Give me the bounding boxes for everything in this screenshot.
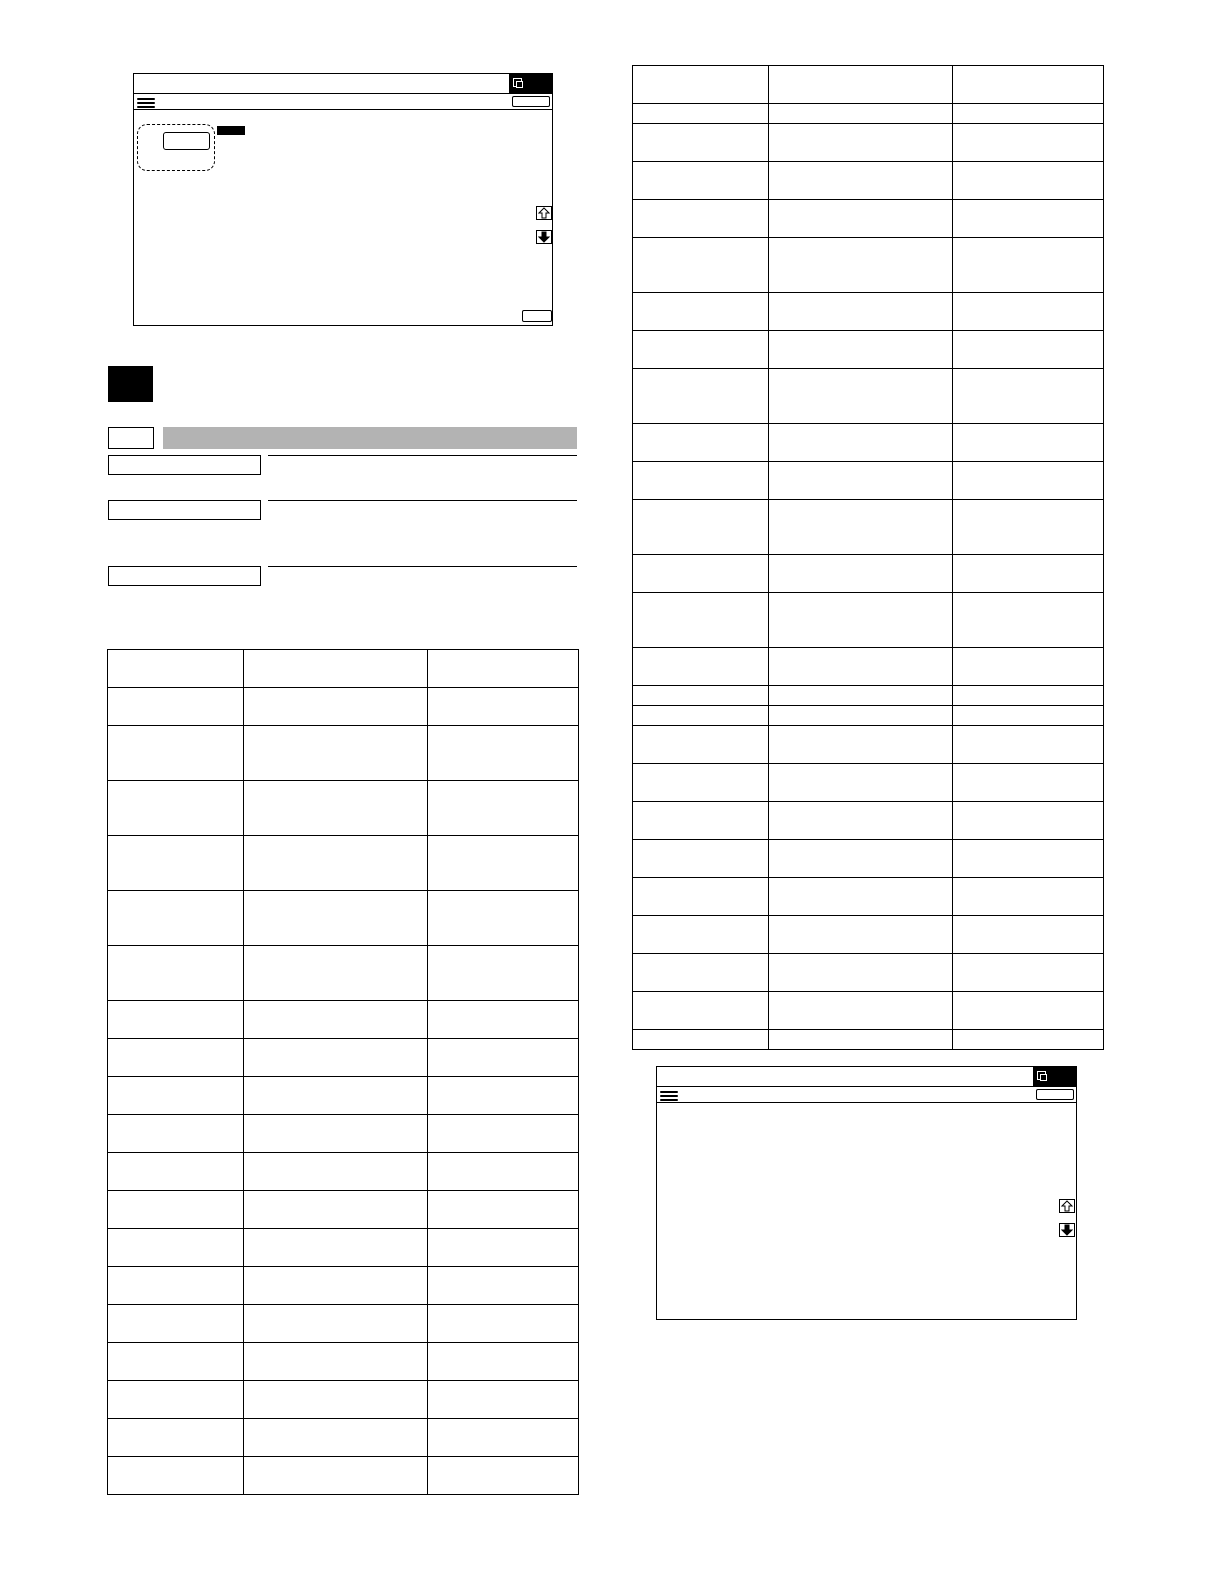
table-cell xyxy=(769,1030,953,1050)
table-cell xyxy=(244,1229,428,1267)
lcd-screen-top xyxy=(133,73,553,326)
table-cell xyxy=(244,836,428,891)
table-cell xyxy=(244,1457,428,1495)
selected-tag xyxy=(217,126,245,135)
table-row xyxy=(633,238,1104,293)
table-row xyxy=(108,891,579,946)
table-row xyxy=(108,1343,579,1381)
table-row xyxy=(108,1229,579,1267)
table-row xyxy=(633,104,1104,124)
table-cell xyxy=(769,162,953,200)
table-cell xyxy=(953,424,1104,462)
table-cell xyxy=(428,1229,579,1267)
arrow-up-icon[interactable] xyxy=(536,206,552,220)
table-cell xyxy=(633,424,769,462)
table-cell xyxy=(953,1030,1104,1050)
table-cell xyxy=(953,500,1104,555)
table-cell xyxy=(428,1305,579,1343)
screen-header-block xyxy=(509,73,553,93)
table-cell xyxy=(953,369,1104,424)
table-cell xyxy=(633,369,769,424)
field-rule-2 xyxy=(268,500,577,501)
table-cell xyxy=(953,104,1104,124)
table-row xyxy=(108,1039,579,1077)
table-cell xyxy=(108,1229,244,1267)
table-row xyxy=(108,946,579,1001)
table-cell xyxy=(108,1381,244,1419)
table-row xyxy=(633,462,1104,500)
table-cell xyxy=(769,648,953,686)
left-table-header-cell xyxy=(108,650,244,688)
table-row xyxy=(633,706,1104,726)
table-cell xyxy=(769,686,953,706)
table-row xyxy=(633,369,1104,424)
table-cell xyxy=(633,1030,769,1050)
table-cell xyxy=(633,840,769,878)
table-cell xyxy=(428,1267,579,1305)
table-cell xyxy=(428,1115,579,1153)
table-cell xyxy=(953,686,1104,706)
table-cell xyxy=(633,916,769,954)
table-row xyxy=(633,500,1104,555)
table-cell xyxy=(633,992,769,1030)
table-row xyxy=(108,1001,579,1039)
table-cell xyxy=(428,891,579,946)
table-row xyxy=(108,1457,579,1495)
table-row xyxy=(108,836,579,891)
table-cell xyxy=(244,1419,428,1457)
table-row xyxy=(633,840,1104,878)
table-cell xyxy=(108,1305,244,1343)
field-rule-1 xyxy=(268,455,577,456)
table-cell xyxy=(769,802,953,840)
arrow-down-icon[interactable] xyxy=(1059,1223,1075,1237)
table-row xyxy=(633,648,1104,686)
table-row xyxy=(108,781,579,836)
execute-button[interactable] xyxy=(522,310,552,322)
table-row xyxy=(633,764,1104,802)
table-cell xyxy=(244,1343,428,1381)
table-cell xyxy=(244,688,428,726)
table-cell xyxy=(953,238,1104,293)
table-cell xyxy=(108,1267,244,1305)
table-row xyxy=(633,162,1104,200)
table-cell xyxy=(953,648,1104,686)
table-cell xyxy=(953,916,1104,954)
table-cell xyxy=(769,916,953,954)
table-cell xyxy=(633,200,769,238)
table-cell xyxy=(953,593,1104,648)
table-row xyxy=(108,1115,579,1153)
table-cell xyxy=(769,878,953,916)
table-cell xyxy=(953,878,1104,916)
table-cell xyxy=(769,331,953,369)
table-cell xyxy=(633,238,769,293)
table-row xyxy=(633,916,1104,954)
ok-button[interactable] xyxy=(1036,1089,1074,1100)
table-cell xyxy=(633,706,769,726)
table-cell xyxy=(428,1191,579,1229)
right-table-header-cell xyxy=(769,66,953,104)
section-number-tab xyxy=(108,366,153,402)
table-cell xyxy=(769,840,953,878)
table-cell xyxy=(953,706,1104,726)
table-cell xyxy=(953,840,1104,878)
table-cell xyxy=(244,1381,428,1419)
table-cell xyxy=(633,462,769,500)
table-row xyxy=(633,726,1104,764)
table-cell xyxy=(769,992,953,1030)
table-cell xyxy=(769,500,953,555)
table-cell xyxy=(108,688,244,726)
table-cell xyxy=(108,1419,244,1457)
table-cell xyxy=(244,1001,428,1039)
section-title-bar xyxy=(163,427,577,449)
table-cell xyxy=(769,954,953,992)
table-cell xyxy=(244,1077,428,1115)
table-cell xyxy=(244,946,428,1001)
field-rule-3 xyxy=(268,566,577,567)
settings-table-left xyxy=(107,649,579,1495)
table-cell xyxy=(108,1457,244,1495)
table-cell xyxy=(428,1001,579,1039)
table-cell xyxy=(633,162,769,200)
table-cell xyxy=(108,1001,244,1039)
table-cell xyxy=(428,1153,579,1191)
table-cell xyxy=(953,124,1104,162)
table-row xyxy=(633,686,1104,706)
table-cell xyxy=(244,1115,428,1153)
field-label-box-3 xyxy=(108,566,261,586)
table-cell xyxy=(428,946,579,1001)
table-row xyxy=(633,1030,1104,1050)
table-row xyxy=(633,331,1104,369)
table-row xyxy=(633,802,1104,840)
left-table-header-cell xyxy=(428,650,579,688)
table-cell xyxy=(428,1077,579,1115)
table-row xyxy=(633,992,1104,1030)
table-cell xyxy=(428,688,579,726)
table-cell xyxy=(769,104,953,124)
table-cell xyxy=(244,726,428,781)
table-cell xyxy=(108,781,244,836)
table-cell xyxy=(108,946,244,1001)
table-cell xyxy=(769,200,953,238)
table-row xyxy=(108,1267,579,1305)
arrow-down-icon[interactable] xyxy=(536,230,552,244)
table-row xyxy=(108,1305,579,1343)
table-row xyxy=(633,954,1104,992)
table-cell xyxy=(769,706,953,726)
table-cell xyxy=(633,593,769,648)
table-cell xyxy=(428,1343,579,1381)
table-cell xyxy=(108,1153,244,1191)
table-cell xyxy=(108,836,244,891)
table-cell xyxy=(428,836,579,891)
table-cell xyxy=(633,331,769,369)
lcd-screen-bottom xyxy=(656,1066,1077,1320)
table-cell xyxy=(108,891,244,946)
table-cell xyxy=(633,764,769,802)
left-table-header-row xyxy=(108,650,579,688)
window-icon xyxy=(1037,1071,1046,1080)
arrow-up-icon[interactable] xyxy=(1059,1199,1075,1213)
table-cell xyxy=(633,104,769,124)
table-cell xyxy=(769,593,953,648)
right-table-header-cell xyxy=(633,66,769,104)
table-row xyxy=(108,1077,579,1115)
table-cell xyxy=(953,954,1104,992)
table-cell xyxy=(769,726,953,764)
settings-table-right xyxy=(632,65,1104,1050)
screen-header-block xyxy=(1033,1066,1077,1086)
menu-icon[interactable] xyxy=(660,1089,678,1103)
table-cell xyxy=(108,726,244,781)
table-row xyxy=(108,1381,579,1419)
table-cell xyxy=(953,992,1104,1030)
table-cell xyxy=(953,555,1104,593)
table-row xyxy=(633,878,1104,916)
table-cell xyxy=(633,293,769,331)
table-row xyxy=(633,593,1104,648)
table-cell xyxy=(244,1191,428,1229)
table-cell xyxy=(633,500,769,555)
table-row xyxy=(633,555,1104,593)
left-table-header-cell xyxy=(244,650,428,688)
setting-key-button[interactable] xyxy=(163,132,210,150)
table-cell xyxy=(244,1305,428,1343)
table-cell xyxy=(953,726,1104,764)
table-cell xyxy=(428,726,579,781)
table-row xyxy=(633,200,1104,238)
table-cell xyxy=(769,124,953,162)
table-cell xyxy=(633,726,769,764)
table-cell xyxy=(769,293,953,331)
field-label-box-1 xyxy=(108,455,261,475)
table-cell xyxy=(633,686,769,706)
table-cell xyxy=(953,462,1104,500)
window-icon xyxy=(513,78,522,87)
table-cell xyxy=(108,1115,244,1153)
table-cell xyxy=(428,1381,579,1419)
ok-button[interactable] xyxy=(512,96,550,107)
menu-icon[interactable] xyxy=(137,96,155,110)
table-cell xyxy=(633,124,769,162)
table-cell xyxy=(953,293,1104,331)
table-row xyxy=(108,1153,579,1191)
table-row xyxy=(108,1419,579,1457)
table-cell xyxy=(244,1039,428,1077)
table-row xyxy=(633,293,1104,331)
section-code-box xyxy=(108,427,154,449)
table-cell xyxy=(953,764,1104,802)
table-row xyxy=(633,124,1104,162)
right-table-header-cell xyxy=(953,66,1104,104)
table-cell xyxy=(769,555,953,593)
table-cell xyxy=(633,555,769,593)
table-cell xyxy=(633,802,769,840)
table-cell xyxy=(769,764,953,802)
table-cell xyxy=(769,369,953,424)
table-row xyxy=(108,726,579,781)
table-cell xyxy=(633,878,769,916)
table-cell xyxy=(108,1077,244,1115)
table-cell xyxy=(108,1039,244,1077)
right-table-header-row xyxy=(633,66,1104,104)
table-cell xyxy=(953,331,1104,369)
table-cell xyxy=(769,238,953,293)
table-cell xyxy=(428,781,579,836)
table-cell xyxy=(769,462,953,500)
table-cell xyxy=(633,648,769,686)
table-cell xyxy=(108,1343,244,1381)
table-cell xyxy=(953,802,1104,840)
table-cell xyxy=(244,1153,428,1191)
table-cell xyxy=(244,891,428,946)
table-row xyxy=(633,424,1104,462)
table-cell xyxy=(244,1267,428,1305)
table-row xyxy=(108,1191,579,1229)
table-cell xyxy=(428,1457,579,1495)
table-cell xyxy=(769,424,953,462)
table-cell xyxy=(953,200,1104,238)
table-row xyxy=(108,688,579,726)
table-cell xyxy=(953,162,1104,200)
field-label-box-2 xyxy=(108,500,261,520)
table-cell xyxy=(633,954,769,992)
table-cell xyxy=(108,1191,244,1229)
table-cell xyxy=(244,781,428,836)
table-cell xyxy=(428,1039,579,1077)
table-cell xyxy=(428,1419,579,1457)
